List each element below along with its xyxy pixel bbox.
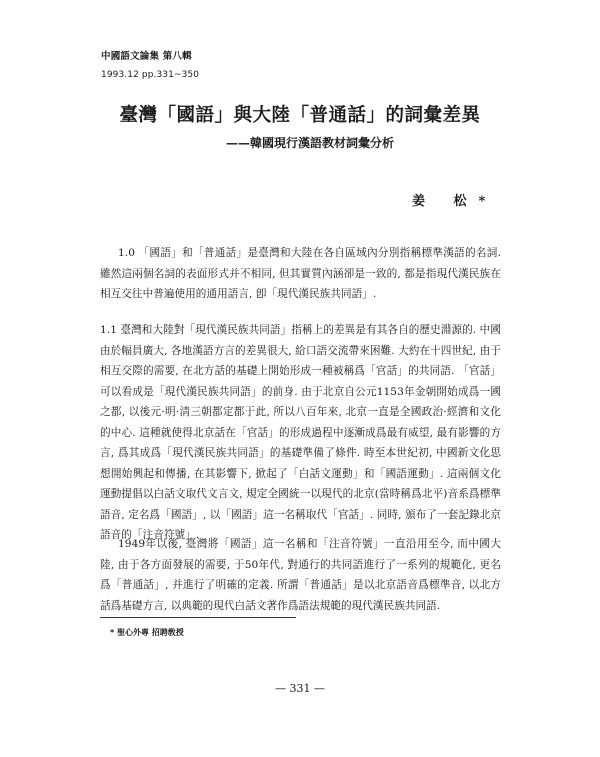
journal-name: 中國語文論集 第八輯 [101, 51, 192, 62]
footnote: * 聖心外專 招聘敎授 [110, 628, 184, 637]
paper-subtitle: ——韓國現行漢語教材詞彙分析 [225, 136, 394, 150]
paragraph-1-0: 1.0 「國語」和「普通話」是臺灣和大陸在各自區域內分別指稱標準漢語的名詞.雖然這兩個名詞的表面形式并不相同, 但其實質內涵卻是一致的, 都是指現代漢民族在相互交往中普遍使用的通用語言, 卽「現代漢民族共同語」. [100, 247, 501, 300]
paper-title: 臺灣「國語」與大陸「普通話」的詞彙差異 [119, 105, 481, 126]
paragraph-1-1: 1.1 臺灣和大陸對「現代漢民族共同語」指稱上的差異是有其各自的歷史淵源的. 中國由於幅員廣大, 各地漢語方言的差異很大, 給口語交流帶來困難. 大約在十四世紀, 由于相互交際的需要, 在北方話的基礎上開始形成一種被稱爲「官話」的共同語. 「官話」可以看成是「現代漢民族共同語」的前身. 由于北京自公元1153年金朝開始成爲一國之都, 以後元·明·淸三朝都定都于此, 所以八百年來, 北京一直是全國政治·經濟和文化的中心. 這種就使得北京話在「官話」的形成過程中逐漸成爲最有威望, 最有影響的方言, 爲其成爲「現代漢民族共同語」的基礎準備了條件. 時至本世紀初, 中國新文化思想開始興起和傳播, 在其影響下, 掀起了「白話文運動」和「國語運動」. 這兩個文化運動提倡以白話文取代文言文, 規定全國統一以現代的北京(當時稱爲北平)音系爲標準語音, 定名爲「國語」, 以「國語」這一名稱取代「官話」. 同時, 頒布了一套記錄北京語音的「注音符號」. [100, 324, 501, 541]
page-number: — 331 — [275, 682, 325, 695]
footnote-divider [100, 617, 296, 618]
publication-info: 1993.12 pp.331~350 [101, 70, 200, 80]
paragraph-1949: 1949年以後, 臺灣將「國語」這一名稱和「注音符號」一直沿用至今, 而中國大陸, 由于各方面發展的需要, 于50年代, 對通行的共同語進行了一系列的規範化, 更名爲「普通話」, 并進行了明確的定義. 所謂「普通話」是以北京語音爲標準音, 以北方話爲基礎方言, 以典範的現代白話文著作爲語法規範的現代漢民族共同語. [100, 538, 501, 612]
author-name: 姜 松* [412, 194, 498, 209]
